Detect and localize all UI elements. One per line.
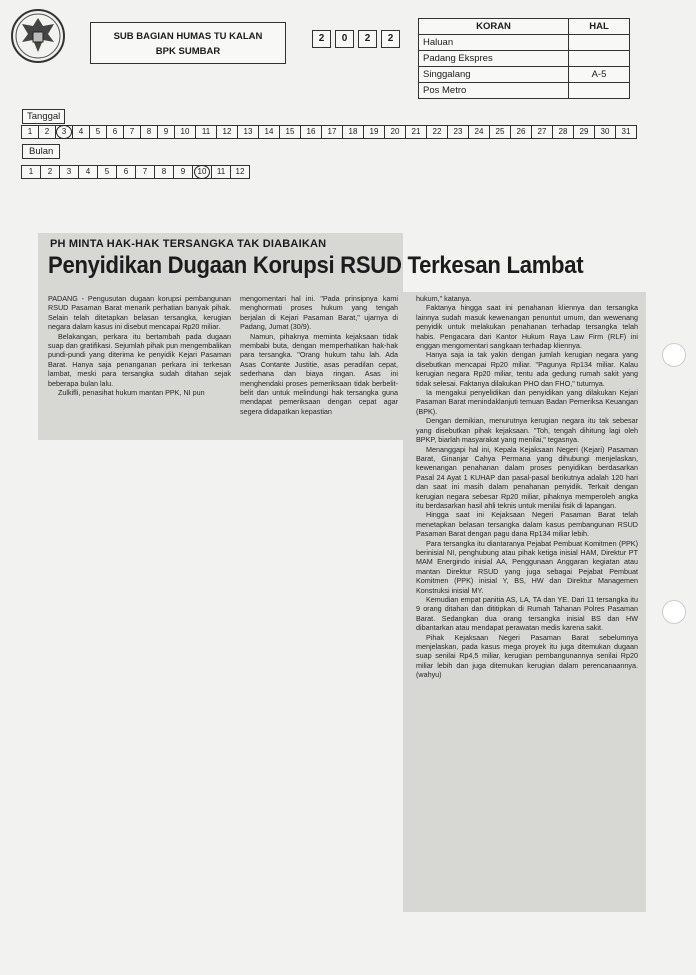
punch-hole-icon [662,343,686,367]
paragraph: Para tersangka itu diantaranya Pejabat Pembuat Komitmen (PPK) berinisial NI, penghubung atau pihak ketiga inisial HAM, Direktur PT MAM Energindo inisial AA, Penggunaan Anggaran kegiatan atau mantan Direktur RSUD yang juga sebagai Pejabat Pembuat Komitmen (PPK) inisial Y, BS, HW dan Direktur Managemen Konstruksi inisial MY. [416,538,638,595]
paragraph: Faktanya hingga saat ini penahanan kliennya dan tersangka lainnya sudah masuk kewenangan penuntut umum, dan wewenang penyidik untuk melakukan penahanan terhadap tersangka telah habis. Pengacara dari Kantor Hukum Raya Law Firm (RLF) ini enggan mengomentari sangkaan terhadap kliennya. [416,303,638,351]
month-cell: 10 [192,165,212,179]
month-cell: 3 [59,165,79,179]
day-cell: 10 [174,125,196,139]
month-cell: 2 [40,165,60,179]
day-cell: 19 [363,125,385,139]
article-column-1 [48,294,231,397]
day-cell: 11 [195,125,217,139]
page-ref: A-5 [569,67,630,83]
newspaper-name: Padang Ekspres [419,51,569,67]
table-row [419,35,630,51]
paragraph: Dengan demikian, menurutnya kerugian negara itu tak sebesar yang disebutkan pihak kejaksaan. "Toh, tengah dihitung lagi oleh BPKP, biarlah masyarakat yang menilai," tegasnya. [416,416,638,445]
paragraph: Hanya saja ia tak yakin dengan jumlah kerugian negara yang disebutkan mencapai Rp20 miliar. "Pagunya Rp134 miliar. Kalau kerugian negara Rp20 miliar, tentu ada gedung rumah sakit yang tidak selesai. Faktanya dilakukan PHO dan FHO," tuturnya. [416,350,638,388]
month-cell: 8 [154,165,174,179]
paragraph: mengomentari hal ini. "Pada prinsipnya kami menghormati proses hukum yang tengah berjalan di Kejari Pasaman Barat," ujarnya di Padang, Jumat (30/9). [240,294,398,332]
paragraph: Zulkifli, penasihat hukum mantan PPK, NI pun [58,388,205,398]
paragraph: Hingga saat ini Kejaksaan Negeri Pasaman Barat telah menetapkan belasan tersangka dalam kasus pembangunan RSUD Pasaman Barat dengan pagu dana Rp134 miliar lebih. [416,510,638,539]
month-cell: 11 [211,165,231,179]
paragraph: Pihak Kejaksaan Negeri Pasaman Barat sebelumnya menjelaskan, pada kasus mega proyek itu juga ditemukan dugaan suap senilai Rp4,5 miliar, kerugian pembangunannya senilai Rp20 miliar lebih dan juga ditemukan kerugian dalam perencanaannya. (wahyu) [416,632,638,680]
day-grid [22,125,637,139]
paragraph: hukum," katanya. [416,294,472,303]
unit-label-box [90,22,286,64]
month-cell: 12 [230,165,250,179]
month-cell: 5 [97,165,117,179]
day-cell: 29 [573,125,595,139]
day-cell: 25 [489,125,511,139]
month-cell: 4 [78,165,98,179]
day-cell: 26 [510,125,532,139]
paragraph: Ia mengakui penyelidikan dan penyidikan yang dilakukan Kejari Pasaman Barat menindaklanjuti temuan Badan Pemeriksa Keuangan (BPK). [416,388,638,416]
newspaper-name: Singgalang [419,67,569,83]
hal-header: HAL [569,19,630,35]
day-cell: 2 [38,125,56,139]
year-digit: 0 [335,30,354,48]
month-cell: 9 [173,165,193,179]
month-cell: 6 [116,165,136,179]
day-cell: 13 [237,125,259,139]
year-digit: 2 [381,30,400,48]
day-cell: 9 [157,125,175,139]
ghost-text [240,70,242,79]
day-cell: 4 [72,125,90,139]
unit-line1: SUB BAGIAN HUMAS TU KALAN [113,31,263,42]
day-cell: 6 [106,125,124,139]
day-cell: 5 [89,125,107,139]
paragraph: Menanggapi hal ini, Kepala Kejaksaan Negeri (Kejari) Pasaman Barat, Ginanjar Cahya Permana yang dihubungi menjelaskan, kewenangan penahanan dalam proses penyidikan berdasarkan Pasal 24 Ayat 1 KUHAP dan pasal-pasal berikutnya adalah 120 hari dan saat ini masih dalam penahanan penyidik. Terkait dengan kerugian negara sebesar Rp20 miliar, pihaknya memperoleh angka itu berdasarkan hasil ahli teknis untuk menilai fisik di lapangan. [416,444,638,510]
day-cell: 22 [426,125,448,139]
article-kicker: PH MINTA HAK-HAK TERSANGKA TAK DIABAIKAN [50,238,327,250]
paragraph: Namun, pihaknya meminta kejaksaan tidak membabi buta, dengan memperhatikan hak-hak para tersangka. "Orang hukum tahu lah. Ada Asas Contante Justitie, asas peradilan cepat, sederhana dan biaya ringan. Asas ini menghendaki proses pemeriksaan tidak berbelit-belit dan untuk melindungi hak tersangka guna mendapat pemeriksaan dengan cepat agar segera didapatkan kepastian [240,331,398,416]
newspaper-name: Pos Metro [419,83,569,99]
year-digit: 2 [312,30,331,48]
day-cell: 16 [300,125,322,139]
day-cell: 17 [321,125,343,139]
day-cell: 28 [552,125,574,139]
month-grid [22,165,250,179]
punch-hole-icon [662,600,686,624]
garuda-emblem-icon [10,8,66,64]
day-cell: 8 [140,125,158,139]
day-cell: 24 [468,125,490,139]
table-row [419,67,630,83]
day-cell: 3 [55,125,73,139]
year-boxes [312,30,400,48]
newspaper-name: Haluan [419,35,569,51]
article-column-2 [240,294,398,416]
day-cell: 15 [279,125,301,139]
tanggal-label: Tanggal [22,109,65,124]
day-cell: 30 [594,125,616,139]
paragraph: Belakangan, perkara itu bertambah pada dugaan suap dan gratifikasi. Sejumlah pihak pun mengembalikan pundi-pundi yang diterima ke penyidik Kejari Pasaman Barat. Hanya saja penanganan perkara ini terkesan lambat, meski para tersangka sudah ditahan sejak beberapa bulan lalu. [48,331,231,388]
table-row [419,51,630,67]
day-cell: 14 [258,125,280,139]
bulan-label: Bulan [22,144,60,159]
day-cell: 7 [123,125,141,139]
paragraph: Kemudian empat panitia AS, LA, TA dan YE. Dari 11 tersangka itu 9 orang ditahan dan dititipkan di Rumah Tahanan Polres Pasaman Barat. Sedangkan dua orang tersangka inisial BS dan HW dibantarkan atau mendapat perawatan medis karena sakit. [416,595,638,633]
day-cell: 21 [405,125,427,139]
month-cell: 1 [21,165,41,179]
day-cell: 1 [21,125,39,139]
day-cell: 18 [342,125,364,139]
day-cell: 23 [447,125,469,139]
day-cell: 20 [384,125,406,139]
page-ref [569,83,630,99]
article-headline: Penyidikan Dugaan Korupsi RSUD Terkesan Lambat [48,252,584,279]
year-digit: 2 [358,30,377,48]
unit-line2: BPK SUMBAR [155,46,221,57]
koran-header: KORAN [419,19,569,35]
day-cell: 31 [615,125,637,139]
paragraph: PADANG - Pengusutan dugaan korupsi pembangunan RSUD Pasaman Barat menarik perhatian banyak pihak. Selain telah ditetapkan belasan tersangka, kerugian negara dalam kasus ini disebut mencapai Rp20 miliar. [48,294,231,332]
article-column-3 [416,294,638,680]
table-row [419,83,630,99]
day-cell: 27 [531,125,553,139]
page-ref [569,35,630,51]
newspaper-table [418,18,630,99]
page-ref [569,51,630,67]
day-cell: 12 [216,125,238,139]
month-cell: 7 [135,165,155,179]
